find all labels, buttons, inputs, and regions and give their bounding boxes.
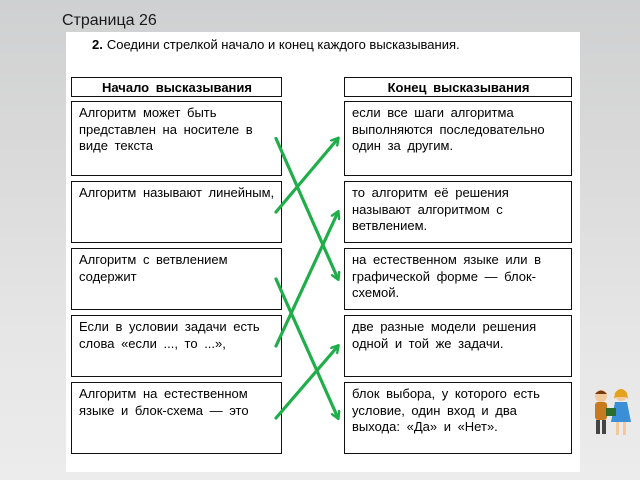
statement-end-2[interactable]: то алгоритм её решения называют алгоритмом с ветвлением. [344, 181, 572, 243]
page-label: Страница 26 [62, 12, 157, 29]
connector-arrow-4 [276, 212, 338, 346]
children-icon [586, 384, 636, 444]
statement-end-5[interactable]: блок выбора, у которого есть условие, один вход и два выхода: «Да» и «Нет». [344, 382, 572, 454]
task-number: 2. [92, 37, 103, 52]
connector-arrow-3 [276, 279, 338, 418]
connector-arrow-5 [276, 346, 338, 418]
right-column-header: Конец высказывания [344, 77, 572, 97]
statement-start-5[interactable]: Алгоритм на естественном языке и блок-схема — это [71, 382, 282, 454]
statement-end-1[interactable]: если все шаги алгоритма выполняются последовательно один за другим. [344, 101, 572, 176]
statement-start-1[interactable]: Алгоритм может быть представлен на носителе в виде текста [71, 101, 282, 176]
statement-end-4[interactable]: две разные модели решения одной и той же задачи. [344, 315, 572, 377]
statement-start-4[interactable]: Если в условии задачи есть слова «если ..., то ...», [71, 315, 282, 377]
left-column-header: Начало высказывания [71, 77, 282, 97]
connector-arrow-2 [276, 139, 338, 213]
statement-start-2[interactable]: Алгоритм называют линейным, [71, 181, 282, 243]
statement-start-3[interactable]: Алгоритм с ветвлением содержит [71, 248, 282, 310]
statement-end-3[interactable]: на естественном языке или в графической форме — блок-схемой. [344, 248, 572, 310]
worksheet [66, 32, 580, 472]
task-text: Соедини стрелкой начало и конец каждого высказывания. [106, 37, 460, 52]
connector-arrows [66, 32, 580, 472]
connector-arrow-1 [276, 139, 338, 280]
